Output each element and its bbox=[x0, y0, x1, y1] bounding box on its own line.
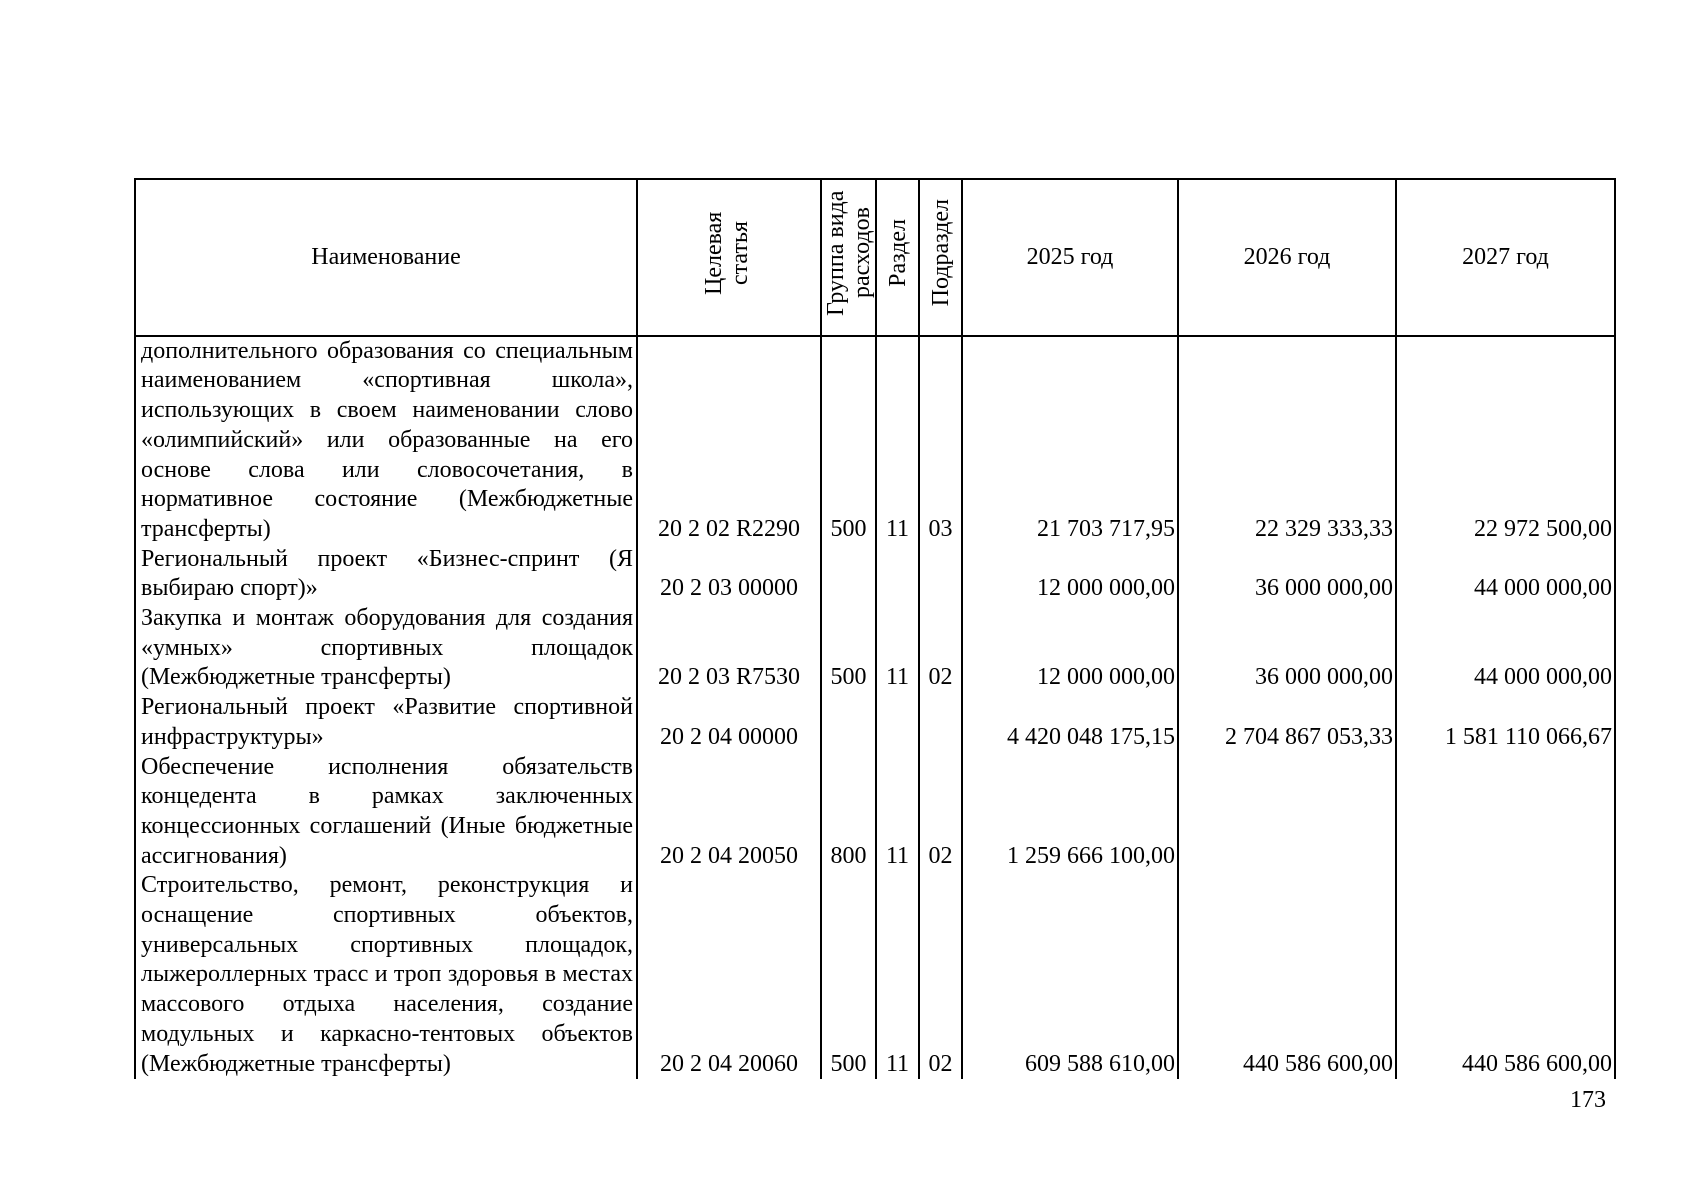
row-amount-2027: 44 000 000,00 bbox=[1396, 604, 1615, 693]
row-name: Обеспечение исполнения обязательств концедента в рамках заключенных концессионных соглашений (Иные бюджетные ассигнования) bbox=[135, 753, 637, 872]
row-name: Региональный проект «Развитие спортивной инфраструктуры» bbox=[135, 693, 637, 752]
header-expense-group: Группа вида расходов bbox=[821, 179, 876, 336]
header-target-article: Целевая статья bbox=[637, 179, 821, 336]
row-target-article: 20 2 03 R7530 bbox=[637, 604, 821, 693]
row-section bbox=[876, 693, 919, 752]
row-subsection: 02 bbox=[919, 604, 962, 693]
page-number: 173 bbox=[1570, 1087, 1606, 1113]
table-row bbox=[135, 753, 1615, 872]
row-section: 11 bbox=[876, 753, 919, 872]
table-row bbox=[135, 545, 1615, 604]
header-year-2027: 2027 год bbox=[1396, 179, 1615, 336]
row-target-article: 20 2 02 R2290 bbox=[637, 336, 821, 545]
row-section: 11 bbox=[876, 604, 919, 693]
row-amount-2027: 440 586 600,00 bbox=[1396, 871, 1615, 1079]
row-subsection bbox=[919, 545, 962, 604]
table-row bbox=[135, 693, 1615, 752]
row-target-article: 20 2 03 00000 bbox=[637, 545, 821, 604]
row-amount-2026: 36 000 000,00 bbox=[1178, 545, 1396, 604]
row-amount-2025: 21 703 717,95 bbox=[962, 336, 1178, 545]
row-amount-2026: 2 704 867 053,33 bbox=[1178, 693, 1396, 752]
table-header-row bbox=[135, 179, 1615, 336]
row-subsection: 02 bbox=[919, 871, 962, 1079]
row-subsection: 02 bbox=[919, 753, 962, 872]
row-name: Строительство, ремонт, реконструкция и оснащение спортивных объектов, универсальных спортивных площадок, лыжероллерных трасс и троп здоровья в местах массового отдыха населения, создание модульных и каркасно-тентовых объектов (Межбюджетные трансферты) bbox=[135, 871, 637, 1079]
row-amount-2027: 22 972 500,00 bbox=[1396, 336, 1615, 545]
row-expense-group: 500 bbox=[821, 336, 876, 545]
row-amount-2025: 1 259 666 100,00 bbox=[962, 753, 1178, 872]
row-amount-2027: 44 000 000,00 bbox=[1396, 545, 1615, 604]
row-expense-group: 500 bbox=[821, 871, 876, 1079]
row-target-article: 20 2 04 00000 bbox=[637, 693, 821, 752]
row-subsection bbox=[919, 693, 962, 752]
row-expense-group: 800 bbox=[821, 753, 876, 872]
table-row bbox=[135, 871, 1615, 1079]
row-target-article: 20 2 04 20060 bbox=[637, 871, 821, 1079]
table-row bbox=[135, 604, 1615, 693]
row-section: 11 bbox=[876, 871, 919, 1079]
row-expense-group bbox=[821, 545, 876, 604]
row-amount-2026 bbox=[1178, 753, 1396, 872]
header-year-2026: 2026 год bbox=[1178, 179, 1396, 336]
row-amount-2026: 440 586 600,00 bbox=[1178, 871, 1396, 1079]
header-subsection: Подраздел bbox=[919, 179, 962, 336]
row-expense-group bbox=[821, 693, 876, 752]
row-section bbox=[876, 545, 919, 604]
table-row bbox=[135, 336, 1615, 545]
row-amount-2025: 4 420 048 175,15 bbox=[962, 693, 1178, 752]
budget-table bbox=[134, 178, 1616, 1079]
row-amount-2025: 12 000 000,00 bbox=[962, 545, 1178, 604]
row-amount-2026: 22 329 333,33 bbox=[1178, 336, 1396, 545]
row-amount-2027: 1 581 110 066,67 bbox=[1396, 693, 1615, 752]
header-section: Раздел bbox=[876, 179, 919, 336]
row-expense-group: 500 bbox=[821, 604, 876, 693]
row-target-article: 20 2 04 20050 bbox=[637, 753, 821, 872]
header-year-2025: 2025 год bbox=[962, 179, 1178, 336]
row-name: дополнительного образования со специальным наименованием «спортивная школа», использующих в своем наименовании слово «олимпийский» или образованные на его основе слова или словосочетания, в нормативное состояние (Межбюджетные трансферты) bbox=[135, 336, 637, 545]
row-subsection: 03 bbox=[919, 336, 962, 545]
row-name: Закупка и монтаж оборудования для создания «умных» спортивных площадок (Межбюджетные трансферты) bbox=[135, 604, 637, 693]
row-name: Региональный проект «Бизнес-спринт (Я выбираю спорт)» bbox=[135, 545, 637, 604]
row-amount-2027 bbox=[1396, 753, 1615, 872]
row-amount-2026: 36 000 000,00 bbox=[1178, 604, 1396, 693]
row-amount-2025: 12 000 000,00 bbox=[962, 604, 1178, 693]
row-section: 11 bbox=[876, 336, 919, 545]
row-amount-2025: 609 588 610,00 bbox=[962, 871, 1178, 1079]
header-name: Наименование bbox=[135, 179, 637, 336]
